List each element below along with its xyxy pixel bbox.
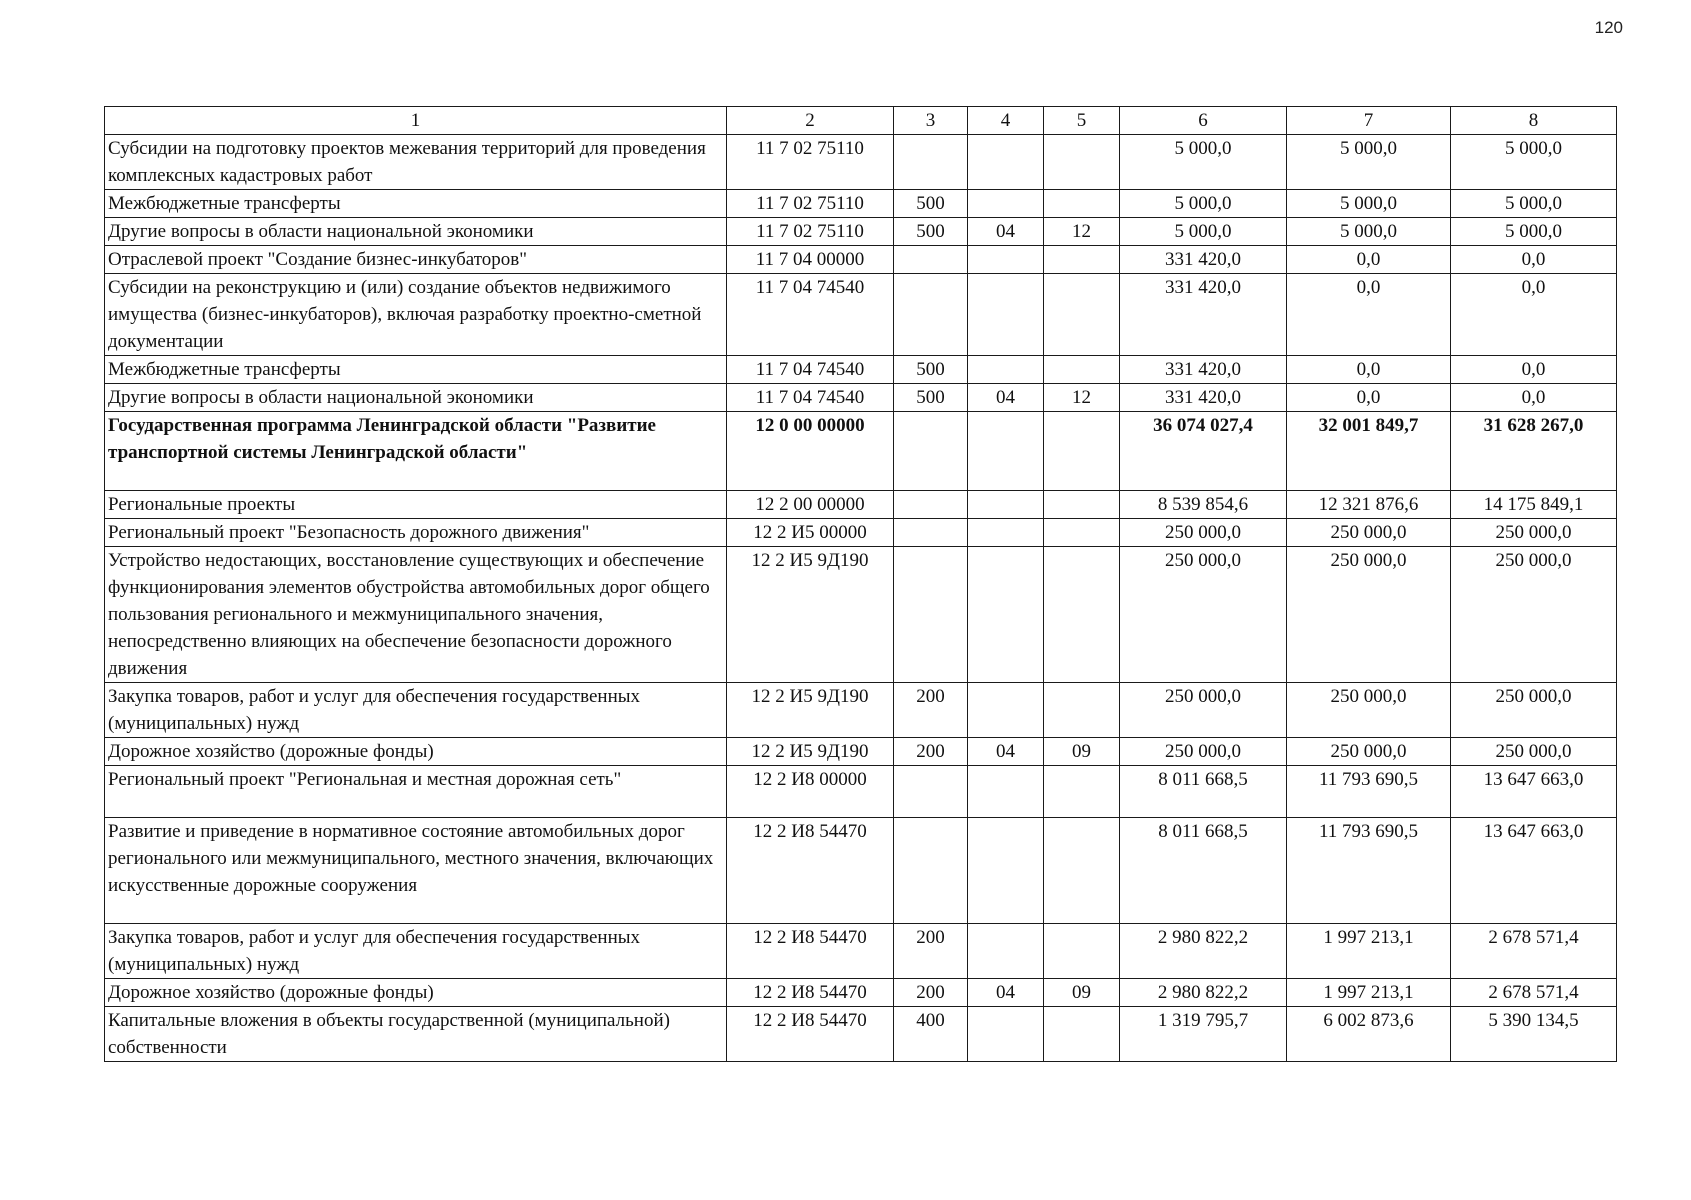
row-value-col7-cell: 1 997 213,1 (1287, 924, 1451, 979)
row-value-col6-cell: 5 000,0 (1120, 190, 1287, 218)
row-col4-cell (968, 135, 1044, 190)
table-row (105, 274, 1617, 356)
header-cell: 3 (894, 107, 968, 135)
row-code-cell: 12 2 И8 54470 (727, 818, 894, 924)
row-value-col6-cell: 2 980 822,2 (1120, 979, 1287, 1007)
row-value-col6-cell: 8 011 668,5 (1120, 818, 1287, 924)
row-code-cell: 12 2 И8 54470 (727, 979, 894, 1007)
row-value-col8-cell: 13 647 663,0 (1451, 818, 1617, 924)
row-value-col8-cell: 0,0 (1451, 384, 1617, 412)
row-name-cell: Закупка товаров, работ и услуг для обеспечения государственных (муниципальных) нужд (105, 683, 727, 738)
row-col4-cell (968, 274, 1044, 356)
row-value-col8-cell: 5 000,0 (1451, 218, 1617, 246)
table-row (105, 818, 1617, 924)
row-col4-cell: 04 (968, 218, 1044, 246)
row-code-cell: 12 0 00 00000 (727, 412, 894, 491)
row-col4-cell (968, 818, 1044, 924)
row-name-cell: Субсидии на подготовку проектов межевания территорий для проведения комплексных кадастровых работ (105, 135, 727, 190)
row-value-col6-cell: 250 000,0 (1120, 738, 1287, 766)
row-value-col7-cell: 11 793 690,5 (1287, 766, 1451, 818)
table-row (105, 135, 1617, 190)
row-col5-cell (1044, 683, 1120, 738)
table-row (105, 190, 1617, 218)
row-name-cell: Устройство недостающих, восстановление существующих и обеспечение функционирования элементов обустройства автомобильных дорог общего пользования регионального и межмуниципального значения, непосредственно влияющих на обеспечение безопасности дорожного движения (105, 547, 727, 683)
row-col5-cell: 12 (1044, 384, 1120, 412)
table-body (105, 107, 1617, 1062)
table-row (105, 924, 1617, 979)
row-col3-cell (894, 135, 968, 190)
row-code-cell: 11 7 04 00000 (727, 246, 894, 274)
row-value-col8-cell: 5 390 134,5 (1451, 1007, 1617, 1062)
row-col3-cell (894, 246, 968, 274)
row-code-cell: 11 7 04 74540 (727, 384, 894, 412)
row-col4-cell (968, 766, 1044, 818)
row-col4-cell (968, 412, 1044, 491)
row-col4-cell (968, 924, 1044, 979)
row-value-col6-cell: 331 420,0 (1120, 356, 1287, 384)
row-col3-cell (894, 274, 968, 356)
row-col4-cell: 04 (968, 979, 1044, 1007)
row-col4-cell: 04 (968, 384, 1044, 412)
row-code-cell: 12 2 И5 00000 (727, 519, 894, 547)
table-row (105, 979, 1617, 1007)
row-col5-cell (1044, 1007, 1120, 1062)
row-value-col6-cell: 36 074 027,4 (1120, 412, 1287, 491)
row-col5-cell (1044, 547, 1120, 683)
header-cell: 5 (1044, 107, 1120, 135)
row-col3-cell (894, 766, 968, 818)
table-row (105, 356, 1617, 384)
row-code-cell: 12 2 И5 9Д190 (727, 683, 894, 738)
row-value-col6-cell: 2 980 822,2 (1120, 924, 1287, 979)
row-name-cell: Другие вопросы в области национальной экономики (105, 384, 727, 412)
row-col4-cell (968, 190, 1044, 218)
row-value-col8-cell: 250 000,0 (1451, 683, 1617, 738)
budget-table (104, 106, 1617, 1062)
row-value-col8-cell: 250 000,0 (1451, 547, 1617, 683)
row-col5-cell: 09 (1044, 738, 1120, 766)
row-code-cell: 12 2 И5 9Д190 (727, 547, 894, 683)
row-value-col6-cell: 5 000,0 (1120, 218, 1287, 246)
row-value-col6-cell: 250 000,0 (1120, 519, 1287, 547)
row-value-col7-cell: 250 000,0 (1287, 683, 1451, 738)
row-name-cell: Региональный проект "Безопасность дорожного движения" (105, 519, 727, 547)
row-code-cell: 11 7 02 75110 (727, 135, 894, 190)
row-name-cell: Закупка товаров, работ и услуг для обеспечения государственных (муниципальных) нужд (105, 924, 727, 979)
row-value-col8-cell: 250 000,0 (1451, 738, 1617, 766)
row-col3-cell (894, 412, 968, 491)
row-value-col7-cell: 12 321 876,6 (1287, 491, 1451, 519)
row-value-col6-cell: 8 011 668,5 (1120, 766, 1287, 818)
row-value-col8-cell: 0,0 (1451, 274, 1617, 356)
table-row (105, 218, 1617, 246)
table-row (105, 384, 1617, 412)
row-code-cell: 12 2 И8 00000 (727, 766, 894, 818)
row-value-col8-cell: 0,0 (1451, 246, 1617, 274)
row-col3-cell: 400 (894, 1007, 968, 1062)
row-value-col7-cell: 250 000,0 (1287, 738, 1451, 766)
row-value-col6-cell: 331 420,0 (1120, 384, 1287, 412)
table-row (105, 683, 1617, 738)
row-name-cell: Государственная программа Ленинградской области "Развитие транспортной системы Ленинградской области" (105, 412, 727, 491)
row-col4-cell: 04 (968, 738, 1044, 766)
row-col3-cell (894, 519, 968, 547)
table-row (105, 519, 1617, 547)
row-name-cell: Дорожное хозяйство (дорожные фонды) (105, 738, 727, 766)
row-value-col7-cell: 0,0 (1287, 384, 1451, 412)
table-row (105, 412, 1617, 491)
row-col3-cell: 200 (894, 979, 968, 1007)
row-col4-cell (968, 683, 1044, 738)
row-col5-cell (1044, 766, 1120, 818)
row-value-col6-cell: 8 539 854,6 (1120, 491, 1287, 519)
table-row (105, 738, 1617, 766)
row-value-col7-cell: 5 000,0 (1287, 190, 1451, 218)
row-value-col8-cell: 14 175 849,1 (1451, 491, 1617, 519)
row-value-col6-cell: 250 000,0 (1120, 683, 1287, 738)
row-name-cell: Отраслевой проект "Создание бизнес-инкубаторов" (105, 246, 727, 274)
row-name-cell: Субсидии на реконструкцию и (или) создание объектов недвижимого имущества (бизнес-инкубаторов), включая разработку проектно-сметной документации (105, 274, 727, 356)
row-code-cell: 12 2 И8 54470 (727, 924, 894, 979)
row-col3-cell: 200 (894, 683, 968, 738)
header-cell: 2 (727, 107, 894, 135)
header-cell: 8 (1451, 107, 1617, 135)
header-cell: 7 (1287, 107, 1451, 135)
row-col3-cell (894, 547, 968, 683)
row-value-col8-cell: 5 000,0 (1451, 135, 1617, 190)
row-name-cell: Дорожное хозяйство (дорожные фонды) (105, 979, 727, 1007)
header-cell: 6 (1120, 107, 1287, 135)
table-header-row (105, 107, 1617, 135)
row-value-col6-cell: 331 420,0 (1120, 274, 1287, 356)
row-value-col8-cell: 31 628 267,0 (1451, 412, 1617, 491)
row-value-col8-cell: 2 678 571,4 (1451, 924, 1617, 979)
row-name-cell: Капитальные вложения в объекты государственной (муниципальной) собственности (105, 1007, 727, 1062)
row-code-cell: 12 2 00 00000 (727, 491, 894, 519)
row-col5-cell: 12 (1044, 218, 1120, 246)
row-col5-cell (1044, 491, 1120, 519)
row-col5-cell (1044, 135, 1120, 190)
row-col3-cell: 500 (894, 384, 968, 412)
table-row (105, 766, 1617, 818)
row-name-cell: Межбюджетные трансферты (105, 356, 727, 384)
row-value-col7-cell: 0,0 (1287, 274, 1451, 356)
row-code-cell: 12 2 И8 54470 (727, 1007, 894, 1062)
row-col3-cell (894, 491, 968, 519)
row-col5-cell (1044, 818, 1120, 924)
row-value-col7-cell: 5 000,0 (1287, 135, 1451, 190)
row-value-col8-cell: 0,0 (1451, 356, 1617, 384)
row-value-col7-cell: 11 793 690,5 (1287, 818, 1451, 924)
row-col4-cell (968, 491, 1044, 519)
row-code-cell: 11 7 02 75110 (727, 190, 894, 218)
row-value-col7-cell: 6 002 873,6 (1287, 1007, 1451, 1062)
row-col3-cell: 200 (894, 738, 968, 766)
row-value-col7-cell: 0,0 (1287, 246, 1451, 274)
row-code-cell: 11 7 04 74540 (727, 274, 894, 356)
row-col5-cell: 09 (1044, 979, 1120, 1007)
row-col5-cell (1044, 519, 1120, 547)
table-row (105, 547, 1617, 683)
row-col3-cell: 500 (894, 356, 968, 384)
row-value-col8-cell: 250 000,0 (1451, 519, 1617, 547)
row-col4-cell (968, 547, 1044, 683)
row-value-col6-cell: 331 420,0 (1120, 246, 1287, 274)
table-row (105, 491, 1617, 519)
row-col5-cell (1044, 412, 1120, 491)
row-name-cell: Межбюджетные трансферты (105, 190, 727, 218)
row-col5-cell (1044, 190, 1120, 218)
row-value-col7-cell: 5 000,0 (1287, 218, 1451, 246)
row-col4-cell (968, 246, 1044, 274)
row-value-col8-cell: 5 000,0 (1451, 190, 1617, 218)
table-row (105, 246, 1617, 274)
row-col4-cell (968, 519, 1044, 547)
row-value-col7-cell: 1 997 213,1 (1287, 979, 1451, 1007)
row-col5-cell (1044, 274, 1120, 356)
row-name-cell: Региональный проект "Региональная и местная дорожная сеть" (105, 766, 727, 818)
row-value-col6-cell: 5 000,0 (1120, 135, 1287, 190)
row-value-col6-cell: 250 000,0 (1120, 547, 1287, 683)
row-col3-cell: 500 (894, 218, 968, 246)
row-name-cell: Развитие и приведение в нормативное состояние автомобильных дорог регионального или межмуниципального, местного значения, включающих искусственные дорожные сооружения (105, 818, 727, 924)
row-value-col7-cell: 32 001 849,7 (1287, 412, 1451, 491)
row-col4-cell (968, 1007, 1044, 1062)
page-number: 120 (1594, 18, 1623, 37)
row-value-col8-cell: 13 647 663,0 (1451, 766, 1617, 818)
row-col3-cell (894, 818, 968, 924)
row-code-cell: 11 7 04 74540 (727, 356, 894, 384)
row-value-col7-cell: 250 000,0 (1287, 519, 1451, 547)
row-code-cell: 12 2 И5 9Д190 (727, 738, 894, 766)
header-cell: 1 (105, 107, 727, 135)
row-col4-cell (968, 356, 1044, 384)
row-value-col7-cell: 0,0 (1287, 356, 1451, 384)
row-col5-cell (1044, 924, 1120, 979)
row-col3-cell: 500 (894, 190, 968, 218)
row-col5-cell (1044, 246, 1120, 274)
row-name-cell: Другие вопросы в области национальной экономики (105, 218, 727, 246)
row-code-cell: 11 7 02 75110 (727, 218, 894, 246)
row-col3-cell: 200 (894, 924, 968, 979)
row-value-col8-cell: 2 678 571,4 (1451, 979, 1617, 1007)
row-col5-cell (1044, 356, 1120, 384)
row-value-col7-cell: 250 000,0 (1287, 547, 1451, 683)
header-cell: 4 (968, 107, 1044, 135)
row-value-col6-cell: 1 319 795,7 (1120, 1007, 1287, 1062)
table-row (105, 1007, 1617, 1062)
row-name-cell: Региональные проекты (105, 491, 727, 519)
